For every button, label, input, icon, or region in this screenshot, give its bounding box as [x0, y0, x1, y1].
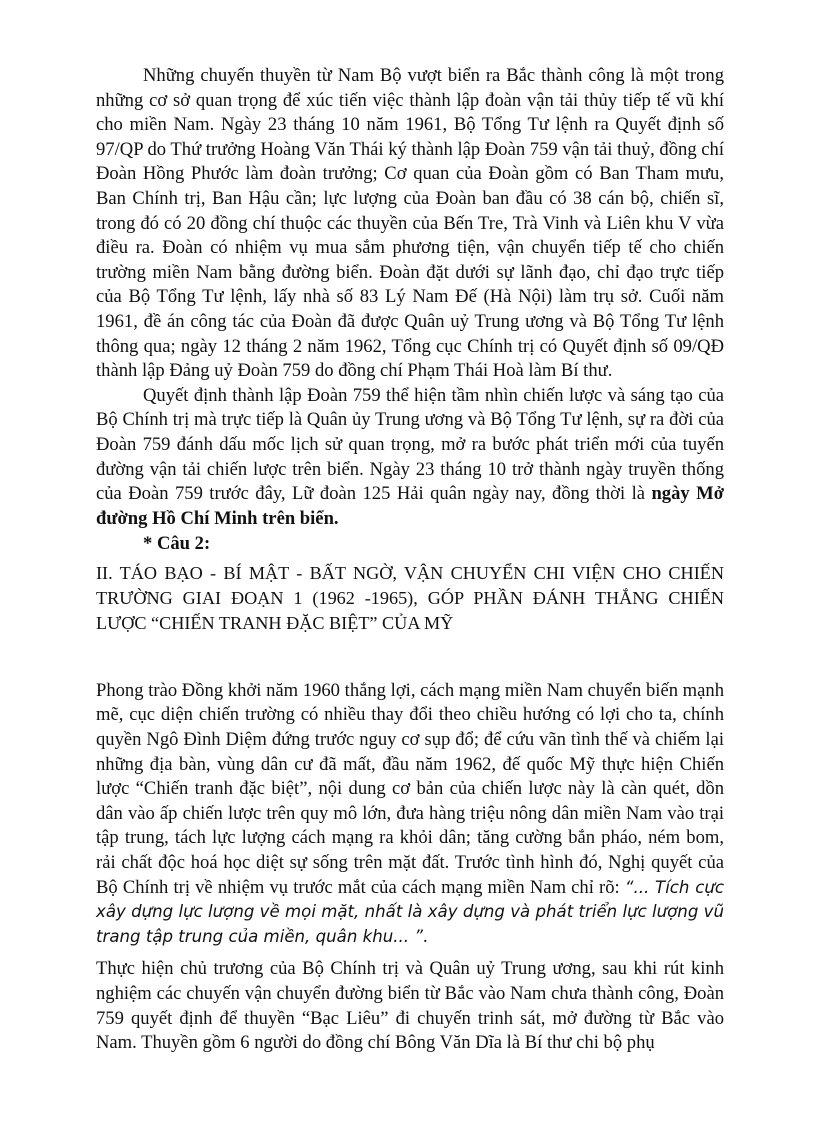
question-label: * Câu 2: [143, 533, 211, 555]
bold-phrase-ho-chi-minh-sea-trail: ngày Mở đường Hồ Chí Minh trên biển. [96, 483, 724, 529]
paragraph-founding-of-unit-759: Những chuyến thuyền từ Nam Bộ vượt biển ra Bắc thành công là một trong những cơ sở quan trọng để xúc tiến việc thành lập đoàn vận tải thủy tiếp tế vũ khí cho miền Nam. Ngày 23 tháng 10 năm 1961, Bộ Tổng Tư lệnh ra Quyết định số 97/QP do Thứ trưởng Hoàng Văn Thái ký thành lập Đoàn 759 vận tải thuỷ, đồng chí Đoàn Hồng Phước làm đoàn trưởng; Cơ quan của Đoàn gồm có Ban Tham mưu, Ban Chính trị, Ban Hậu cần; lực lượng của Đoàn ban đầu có 38 cán bộ, chiến sĩ, trong đó có 20 đồng chí thuộc các thuyền của Bến Tre, Trà Vinh và Liên khu V vừa điều ra. Đoàn có nhiệm vụ mua sắm phương tiện, vận chuyển tiếp tế cho chiến trường miền Nam bằng đường biển. Đoàn đặt dưới sự lãnh đạo, chỉ đạo trực tiếp của Bộ Tổng Tư lệnh, lấy nhà số 83 Lý Nam Đế (Hà Nội) làm trụ sở. Cuối năm 1961, đề án công tác của Đoàn đã được Quân uỷ Trung ương và Bộ Tổng Tư lệnh thông qua; ngày 12 tháng 2 năm 1962, Tổng cục Chính trị có Quyết định số 09/QĐ thành lập Đảng uỷ Đoàn 759 do đồng chí Phạm Thái Hoà làm Bí thư. [96, 65, 724, 382]
paragraph-special-war-strategy [96, 679, 724, 950]
italic-quotation: “... Tích cực xây dựng lực lượng về mọi mặt, nhất là xây dựng và phát triển lực lượng vũ trang tập trung của miền, quân khu... ” [96, 877, 724, 946]
document-page [96, 64, 724, 1056]
paragraph-end-punctuation: . [422, 925, 428, 947]
paragraph-bac-lieu-boat: Thực hiện chủ trương của Bộ Chính trị và Quân uỷ Trung ương, sau khi rút kinh nghiệm các chuyến vận chuyển đường biển từ Bắc vào Nam chưa thành công, Đoàn 759 quyết định để thuyền “Bạc Liêu” đi chuyến trinh sát, mở đường từ Bắc vào Nam. Thuyền gồm 6 người do đồng chí Bông Văn Dĩa là Bí thư chi bộ phụ [96, 958, 724, 1054]
paragraph-text: Quyết định thành lập Đoàn 759 thể hiện tầm nhìn chiến lược và sáng tạo của Bộ Chính trị mà trực tiếp là Quân ủy Trung ương và Bộ Tổng Tư lệnh, sự ra đời của Đoàn 759 đánh dấu mốc lịch sử quan trọng, mở ra bước phát triển mới của tuyến đường vận tải chiến lược trên biển. Ngày 23 tháng 10 trở thành ngày truyền thống của Đoàn 759 trước đây, Lữ đoàn 125 Hải quân ngày nay, đồng thời là [96, 384, 724, 505]
paragraph-text: Phong trào Đồng khởi năm 1960 thắng lợi, cách mạng miền Nam chuyển biến mạnh mẽ, cục diện chiến trường có nhiều thay đổi theo chiều hướng có lợi cho ta, chính quyền Ngô Đình Diệm đứng trước nguy cơ sụp đổ; để cứu vãn tình thế và chiếm lại những địa bàn, vùng dân cư đã mất, đầu năm 1962, đế quốc Mỹ thực hiện Chiến lược “Chiến tranh đặc biệt”, nội dung cơ bản của chiến lược này là càn quét, dồn dân vào ấp chiến lược trên quy mô lớn, đưa hàng triệu nông dân miền Nam vào trại tập trung, tách lực lượng cách mạng ra khỏi dân; tăng cường bắn pháo, ném bom, rải chất độc hoá học diệt sự sống trên mặt đất. Trước tình hình đó, Nghị quyết của Bộ Chính trị về nhiệm vụ trước mắt của cách mạng miền Nam chỉ rõ: [96, 679, 724, 898]
section-heading: II. TÁO BẠO - BÍ MẬT - BẤT NGỜ, VẬN CHUYỂN CHI VIỆN CHO CHIẾN TRƯỜNG GIAI ĐOẠN 1 (1962 -1965), GÓP PHẦN ĐÁNH THẮNG CHIẾN LƯỢC “CHIẾN TRANH ĐẶC BIỆT” CỦA MỸ [96, 562, 724, 633]
paragraph-strategic-significance [96, 384, 724, 532]
blank-space [96, 636, 724, 679]
